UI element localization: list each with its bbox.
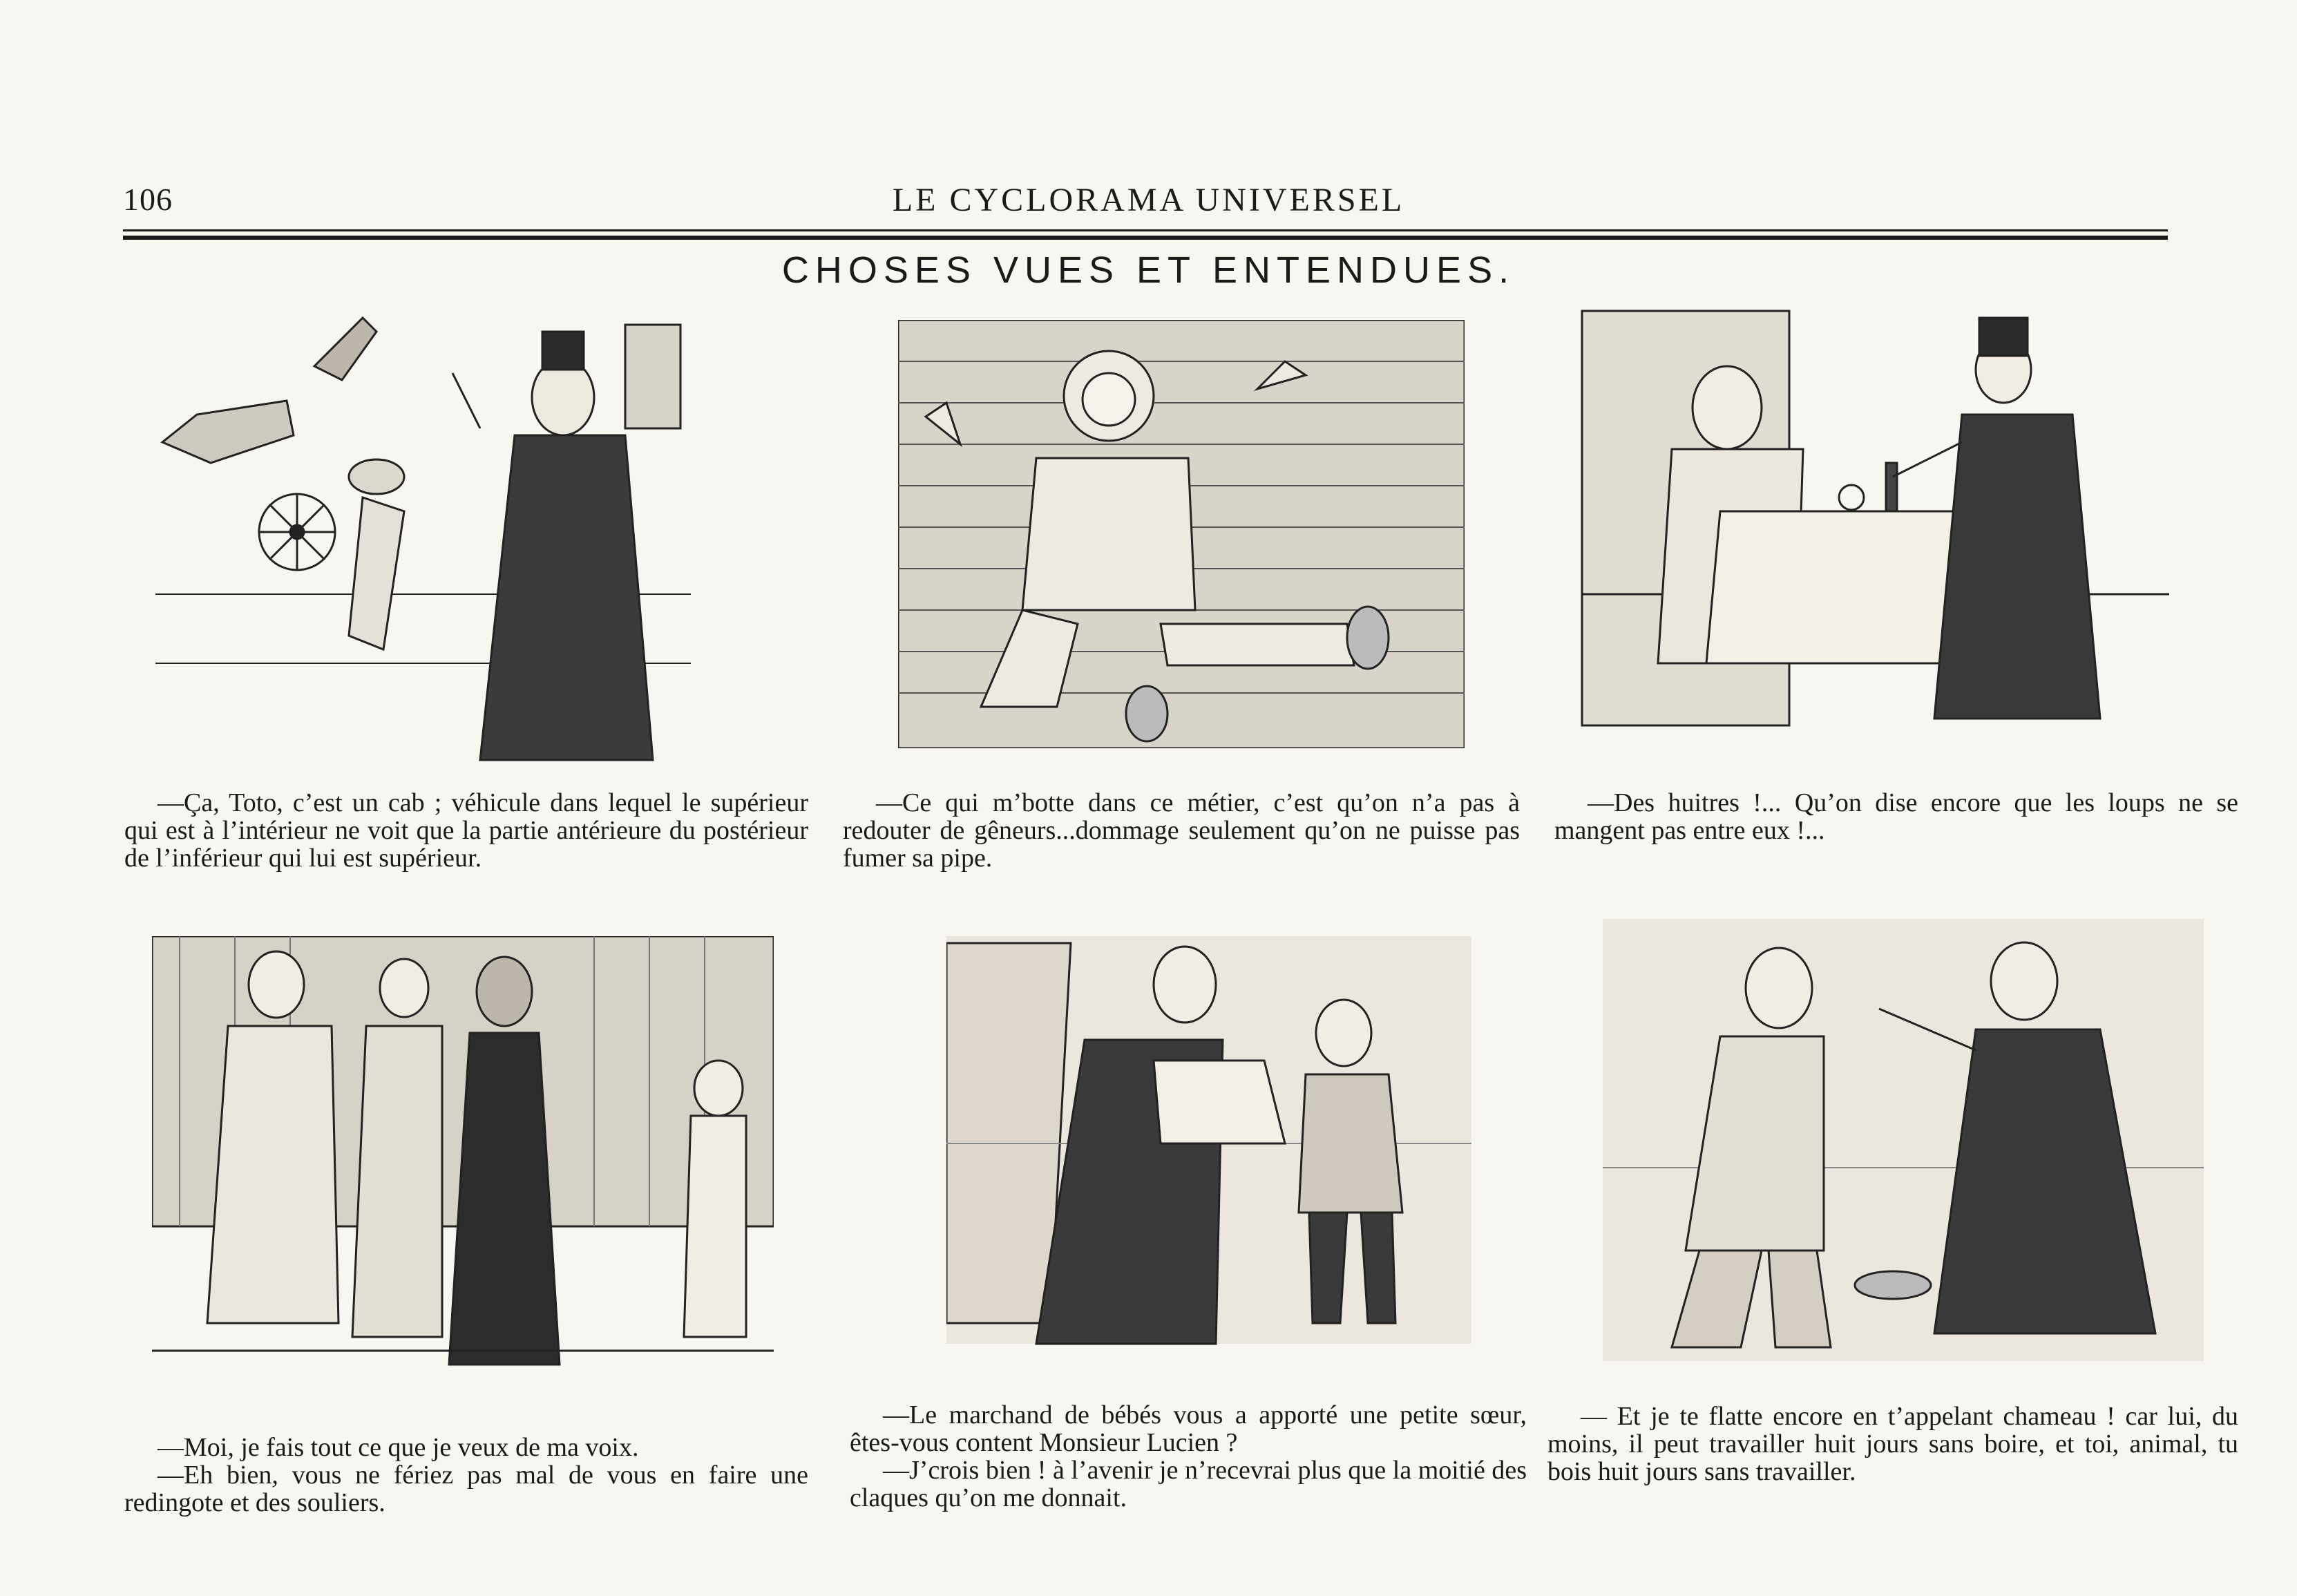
panel-baby-nurse (946, 936, 1471, 1358)
panel-street-group (152, 936, 774, 1385)
diver-illustration (898, 320, 1465, 748)
cab-scene-illustration (155, 304, 691, 774)
section-title: CHOSES VUES ET ENTENDUES. (781, 249, 1516, 291)
caption-text: —Eh bien, vous ne fériez pas mal de vous en faire une redingote et des souliers. (124, 1461, 808, 1517)
baby-nurse-illustration (946, 936, 1471, 1358)
caption-couple-argument (1547, 1403, 2238, 1485)
caption-text: —Des huitres !... Qu’on dise encore que les loups ne se mangent pas entre eux !... (1554, 788, 2238, 845)
panel-diver (898, 320, 1465, 748)
street-group-illustration (152, 936, 774, 1385)
caption-text: — Et je te flatte encore en t’appelant chameau ! car lui, du moins, il peut travailler huit jours sans boire, et toi, animal, tu bois huit jours sans travailler. (1547, 1402, 2238, 1486)
caption-text: —Le marchand de bébés vous a apporté une petite sœur, êtes-vous content Monsieur Lucien ? (850, 1400, 1527, 1457)
page-number: 106 (123, 182, 173, 217)
panel-oysters (1575, 304, 2169, 746)
caption-cab-scene (124, 789, 808, 872)
caption-oysters (1554, 789, 2238, 844)
panel-couple-argument (1603, 919, 2204, 1375)
couple-argument-illustration (1603, 919, 2204, 1375)
caption-text: —Moi, je fais tout ce que je veux de ma voix. (158, 1433, 639, 1462)
caption-text: —Ce qui m’botte dans ce métier, c’est qu’on n’a pas à redouter de gêneurs...dommage seulement qu’on ne puisse pas fumer sa pipe. (843, 788, 1520, 873)
panel-cab-scene (155, 304, 691, 774)
oysters-restaurant-illustration (1575, 304, 2169, 746)
header-rule-thin (123, 229, 2168, 231)
caption-diver (843, 789, 1520, 872)
journal-title: LE CYCLORAMA UNIVERSEL (892, 182, 1405, 218)
caption-text: —J’crois bien ! à l’avenir je n’recevrai plus que la moitié des claques qu’on me donnait. (850, 1456, 1527, 1512)
caption-street-group (124, 1434, 808, 1517)
caption-baby-nurse (850, 1401, 1527, 1512)
header-rule-thick (123, 236, 2168, 240)
caption-text: —Ça, Toto, c’est un cab ; véhicule dans lequel le supérieur qui est à l’intérieur ne voit que la partie antérieure du postérieur de l’inférieur qui lui est supérieur. (124, 788, 808, 873)
